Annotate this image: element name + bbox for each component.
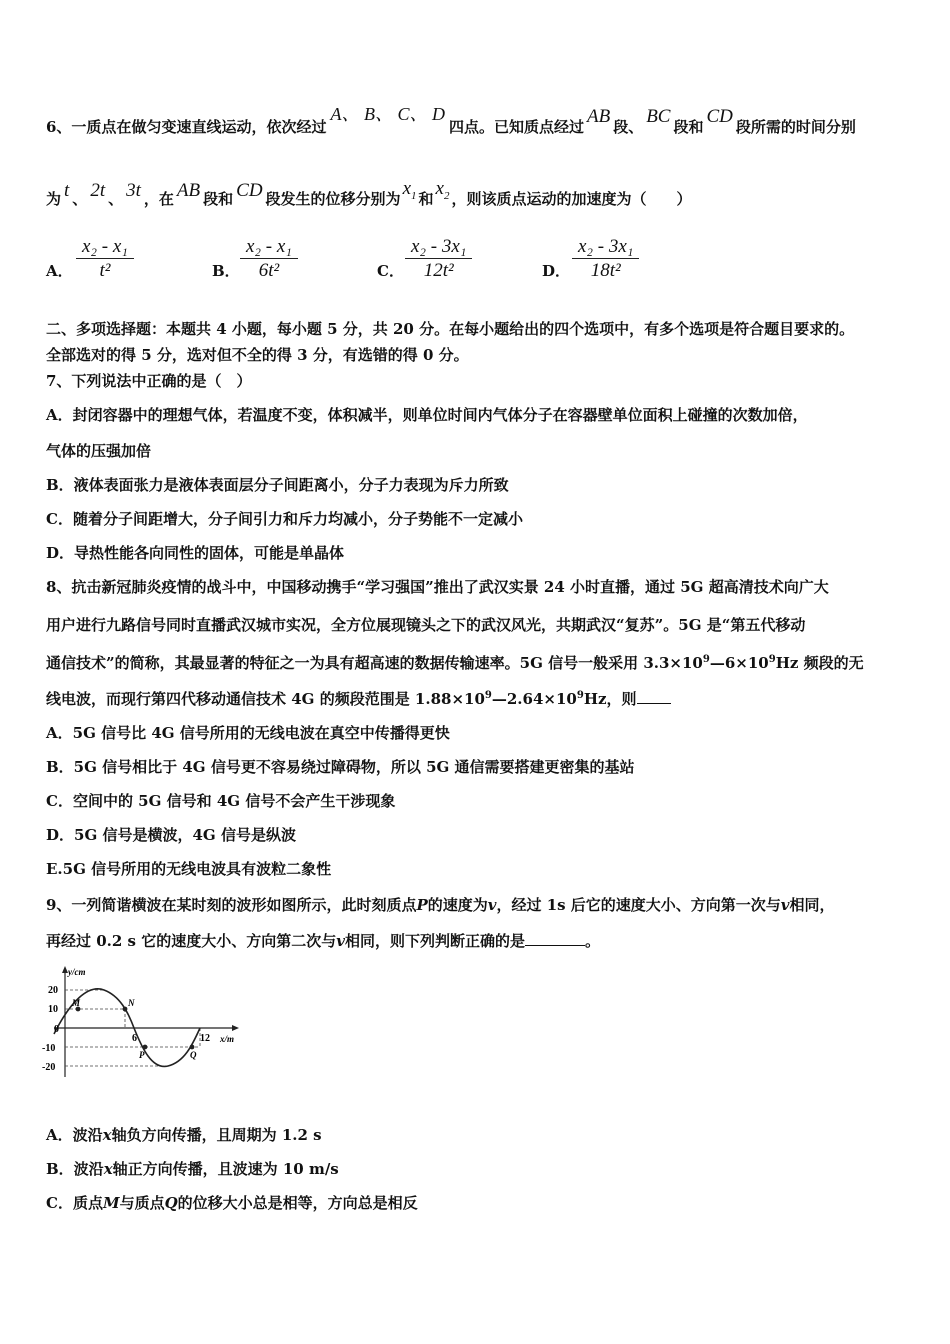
q9-answer-blank — [525, 931, 585, 946]
q9-q: Q — [164, 1194, 178, 1212]
q6-bc: BC — [646, 106, 671, 127]
q6-option-c-formula — [405, 236, 472, 283]
q9-line1 — [46, 894, 835, 915]
q6-text: 和 — [418, 190, 434, 208]
tick-y-10: 10 — [48, 1004, 58, 1015]
q9-v: v — [487, 896, 497, 914]
q6-option-a-label: A． — [46, 262, 73, 280]
q6-option-b-formula — [240, 236, 298, 283]
q6-text: ，则该质点运动的加速度为（ ） — [451, 190, 692, 208]
q8-exponent: 9 — [576, 690, 584, 701]
q9-text: A．波沿 — [46, 1126, 103, 1144]
q6-text: 段和 — [673, 118, 704, 136]
q9-text: 轴正方向传播，且波速为 10 m/s — [112, 1160, 339, 1178]
label-n: N — [128, 998, 135, 1008]
q8-text: Hz 频段的无 — [775, 654, 864, 672]
q8-text: —6×10 — [709, 654, 769, 672]
q8-line1: 8、抗击新冠肺炎疫情的战斗中，中国移动携手“学习强国”推出了武汉实景 24 小时直播，通过 5G 超高清技术向广大 — [46, 578, 829, 596]
q8-answer-blank — [637, 689, 671, 704]
q6-option-b-denominator: 6t² — [258, 260, 280, 281]
q7-option-a-line1: A．封闭容器中的理想气体，若温度不变，体积减半，则单位时间内气体分子在容器壁单位面积上碰撞的次数加倍， — [46, 406, 808, 424]
q7-option-d: D．导热性能各向同性的固体，可能是单晶体 — [46, 544, 345, 562]
q9-text: 的速度为 — [427, 896, 488, 914]
q6-ab: AB — [586, 106, 611, 127]
q9-m: M — [102, 1194, 120, 1212]
q6-text: 四点。已知质点经过 — [448, 118, 584, 136]
tick-y-neg10: -10 — [42, 1043, 56, 1054]
q8-option-d: D．5G 信号是横波，4G 信号是纵波 — [46, 826, 296, 844]
q9-text: 轴负方向传播，且周期为 1.2 s — [111, 1126, 322, 1144]
q8-text: —2.64×10 — [491, 690, 577, 708]
tick-y-neg20: -20 — [42, 1062, 56, 1073]
label-p: P — [139, 1050, 145, 1060]
q9-v: v — [780, 896, 790, 914]
q6-points: A、 B、 C、 D — [330, 104, 445, 124]
point-p — [143, 1045, 148, 1050]
q6-line2 — [46, 178, 692, 212]
point-n — [123, 1007, 128, 1012]
label-q: Q — [190, 1050, 197, 1060]
q6-option-a-numerator: x₂ - x₁ — [76, 236, 134, 259]
q9-text: 相同， — [789, 896, 835, 914]
wave-figure — [40, 962, 250, 1084]
q9-text: ，经过 1s 后它的速度大小、方向第一次与 — [496, 896, 781, 914]
q6-line1 — [46, 104, 856, 138]
q6-cd: CD — [706, 106, 733, 127]
q6-text: 为 — [46, 190, 62, 208]
q6-t3: 3t — [126, 180, 141, 201]
q8-text: 线电波，而现行第四代移动通信技术 4G 的频段范围是 1.88×10 — [46, 690, 485, 708]
q8-option-c: C．空间中的 5G 信号和 4G 信号不会产生干涉现象 — [46, 792, 396, 810]
q6-option-a-formula — [76, 236, 134, 283]
q6-option-d-label: D． — [542, 262, 571, 280]
q6-option-c-numerator: x₂ - 3x₁ — [405, 236, 472, 259]
tick-x-6: 6 — [132, 1033, 137, 1044]
q6-t1: t — [64, 180, 70, 201]
tick-x-12: 12 — [200, 1033, 210, 1044]
q8-line3 — [46, 652, 864, 673]
q8-exponent: 9 — [484, 690, 492, 701]
q8-option-a: A．5G 信号比 4G 信号所用的无线电波在真空中传播得更快 — [46, 724, 450, 742]
q8-line2: 用户进行九路信号同时直播武汉城市实况，全方位展现镜头之下的武汉风光，共期武汉“复苏”。5G 是“第五代移动 — [46, 616, 806, 634]
q6-text: 段和 — [203, 190, 234, 208]
q9-point-p: P — [416, 896, 428, 914]
q8-option-e: E.5G 信号所用的无线电波具有波粒二象性 — [46, 860, 332, 878]
q6-sep: 、 — [108, 190, 124, 208]
x-axis-label: x/m — [220, 1034, 235, 1044]
q9-x: x — [103, 1160, 113, 1178]
q8-exponent: 9 — [702, 654, 710, 665]
q9-option-a — [46, 1124, 322, 1145]
q6-x1: x — [402, 178, 411, 199]
q6-option-c-denominator: 12t² — [423, 260, 454, 281]
q6-x1-sub: 1 — [411, 189, 417, 202]
q9-x: x — [102, 1126, 112, 1144]
q8-exponent: 9 — [768, 654, 776, 665]
q6-ab2: AB — [176, 180, 201, 201]
tick-y-0: 0 — [54, 1024, 59, 1035]
tick-y-20: 20 — [48, 985, 58, 996]
section2-line2: 全部选对的得 5 分，选对但不全的得 3 分，有选错的得 0 分。 — [46, 346, 469, 364]
q9-text: 相同，则下列判断正确的是 — [344, 932, 525, 950]
q9-text: 9、一列简谐横波在某时刻的波形如图所示，此时刻质点 — [46, 896, 417, 914]
q6-option-d-numerator: x₂ - 3x₁ — [572, 236, 639, 259]
q9-text: 。 — [584, 932, 600, 950]
q6-option-d-denominator: 18t² — [590, 260, 621, 281]
label-m: M — [72, 998, 81, 1008]
q9-v: v — [336, 932, 345, 950]
q7-option-a-line2: 气体的压强加倍 — [46, 442, 152, 460]
section2-line1: 二、多项选择题：本题共 4 小题，每小题 5 分，共 20 分。在每小题给出的四个选项中，有多个选项是符合题目要求的。 — [46, 320, 855, 338]
q6-text: ，在 — [143, 190, 174, 208]
q9-text: 的位移大小总是相等，方向总是相反 — [177, 1194, 418, 1212]
q7-option-b: B．液体表面张力是液体表面层分子间距离小，分子力表现为斥力所致 — [46, 476, 509, 494]
q9-text: B．波沿 — [46, 1160, 104, 1178]
q6-cd2: CD — [236, 180, 263, 201]
q9-text: C．质点 — [46, 1194, 103, 1212]
q6-option-b-label: B． — [212, 262, 240, 280]
q6-x2-sub: 2 — [443, 189, 450, 202]
q9-line2 — [46, 930, 600, 951]
y-axis-label: y/cm — [68, 967, 86, 977]
q6-text: 6、一质点在做匀变速直线运动，依次经过 — [46, 118, 327, 136]
q8-text: Hz，则 — [583, 690, 637, 708]
q8-option-b: B．5G 信号相比于 4G 信号更不容易绕过障碍物，所以 5G 通信需要搭建更密集的基站 — [46, 758, 635, 776]
q9-text: 与质点 — [119, 1194, 165, 1212]
q6-text: 段所需的时间分别 — [735, 118, 856, 136]
x-axis-arrow — [232, 1025, 239, 1031]
q6-text: 段发生的位移分别为 — [265, 190, 401, 208]
q7-option-c: C．随着分子间距增大，分子间引力和斥力均减小，分子势能不一定减小 — [46, 510, 523, 528]
q6-text: 段、 — [613, 118, 644, 136]
q6-option-c-label: C． — [377, 262, 404, 280]
point-q — [190, 1045, 195, 1050]
q8-text: 通信技术”的简称，其最显著的特征之一为具有超高速的数据传输速率。5G 信号一般采用 3.3×10 — [46, 654, 703, 672]
q8-line4 — [46, 688, 671, 709]
q6-option-d-formula — [572, 236, 639, 283]
q6-x2: x — [435, 178, 444, 199]
q9-option-b — [46, 1158, 339, 1179]
q6-option-a-denominator: t² — [99, 260, 111, 281]
q9-text: 再经过 0.2 s 它的速度大小、方向第二次与 — [46, 932, 337, 950]
q6-option-b-numerator: x₂ - x₁ — [240, 236, 298, 259]
q7-stem: 7、下列说法中正确的是（ ） — [46, 372, 252, 390]
q6-sep: 、 — [72, 190, 88, 208]
q9-option-c — [46, 1192, 418, 1213]
q6-t2: 2t — [90, 180, 106, 201]
